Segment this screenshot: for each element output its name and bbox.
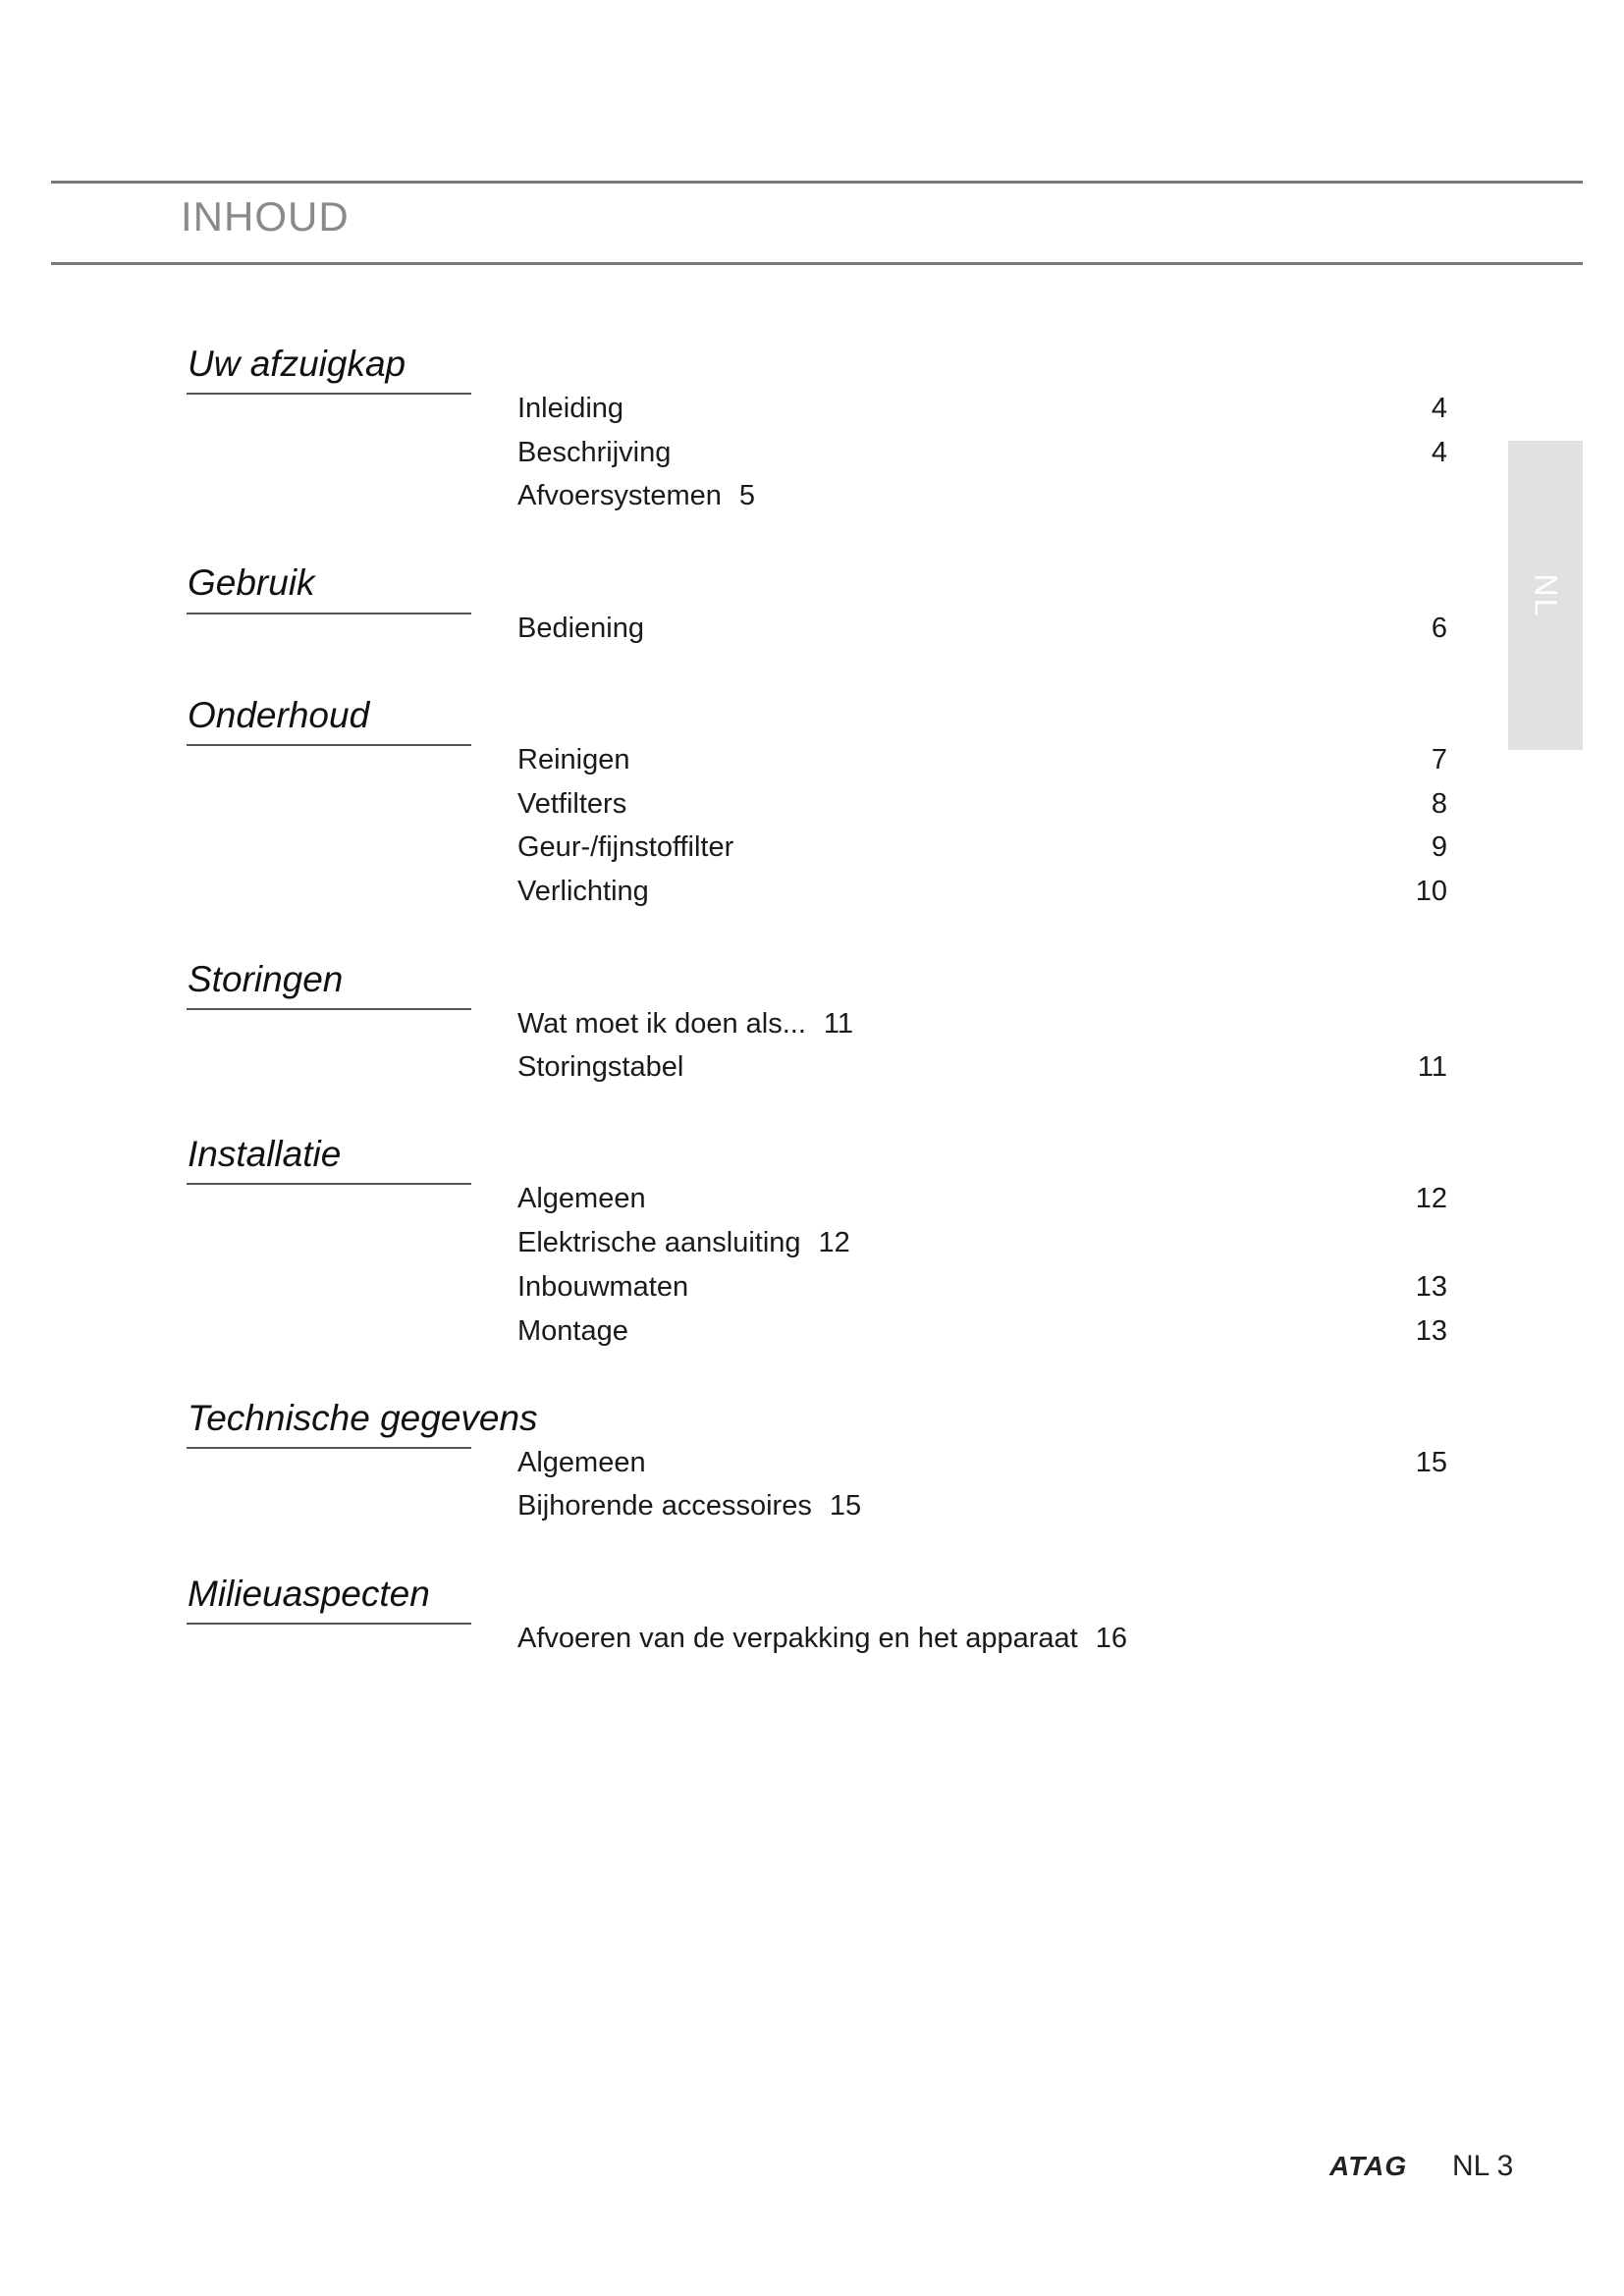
toc-entry-bediening[interactable]: Bediening: [517, 613, 644, 644]
section-title-gebruik: Gebruik: [188, 562, 315, 603]
toc-entry-afvoersystemen[interactable]: Afvoersystemen 5: [517, 480, 756, 511]
toc-page-number: 7: [1431, 744, 1447, 775]
section-title-milieuaspecten: Milieuaspecten: [188, 1574, 430, 1614]
toc-page-number: 11: [1417, 1051, 1447, 1083]
section-title-installatie: Installatie: [188, 1134, 342, 1174]
toc-page-number: 12: [1415, 1183, 1447, 1214]
section-underline: [187, 1623, 471, 1625]
toc-entry-beschrijving[interactable]: Beschrijving: [517, 437, 672, 468]
toc-entry-verlichting[interactable]: Verlichting: [517, 876, 649, 907]
toc-page-number: 4: [1431, 437, 1447, 468]
toc-inline-page-number: 12: [818, 1227, 850, 1258]
section-title-uw-afzuigkap: Uw afzuigkap: [188, 344, 406, 384]
toc-page-number: 13: [1415, 1271, 1447, 1303]
toc-entry-wat-moet-ik-doen-als[interactable]: Wat moet ik doen als... 11: [517, 1008, 853, 1040]
section-underline: [187, 393, 471, 395]
toc-page-number: 10: [1415, 876, 1447, 907]
footer-page-number: NL 3: [1452, 2150, 1514, 2182]
toc-entry-bijhorende-accessoires[interactable]: Bijhorende accessoires 15: [517, 1490, 862, 1522]
toc-entry-afvoeren-verpakking[interactable]: Afvoeren van de verpakking en het apparaat 16: [517, 1623, 1127, 1654]
section-underline: [187, 613, 471, 614]
toc-entry-algemeen[interactable]: Algemeen: [517, 1183, 646, 1214]
section-title-technische-gegevens: Technische gegevens: [188, 1398, 538, 1438]
section-underline: [187, 1183, 471, 1185]
toc-page-number: 13: [1415, 1315, 1447, 1347]
toc-page-number: 9: [1431, 831, 1447, 863]
section-underline: [187, 1447, 471, 1449]
toc-inline-page-number: 16: [1095, 1623, 1127, 1654]
language-tab-label: NL: [1528, 573, 1564, 617]
toc-entry-inbouwmaten[interactable]: Inbouwmaten: [517, 1271, 689, 1303]
toc-entry-algemeen-technisch[interactable]: Algemeen: [517, 1447, 646, 1478]
toc-page-number: 15: [1415, 1447, 1447, 1478]
section-underline: [187, 1008, 471, 1010]
toc-inline-page-number: 5: [738, 480, 756, 511]
toc-page-number: 6: [1431, 613, 1447, 644]
section-underline: [187, 744, 471, 746]
atag-logo: ATAG: [1329, 2151, 1408, 2181]
section-title-onderhoud: Onderhoud: [188, 695, 370, 735]
toc-page-number: 8: [1431, 788, 1447, 820]
page-title: INHOUD: [181, 193, 350, 240]
toc-entry-montage[interactable]: Montage: [517, 1315, 628, 1347]
toc-inline-page-number: 11: [823, 1008, 853, 1040]
toc-entry-vetfilters[interactable]: Vetfilters: [517, 788, 627, 820]
toc-entry-geur-fijnstoffilter[interactable]: Geur-/fijnstoffilter: [517, 831, 734, 863]
toc-entry-reinigen[interactable]: Reinigen: [517, 744, 630, 775]
toc-entry-inleiding[interactable]: Inleiding: [517, 393, 624, 424]
toc-entry-elektrische-aansluiting[interactable]: Elektrische aansluiting 12: [517, 1227, 850, 1258]
toc-page-number: 4: [1431, 393, 1447, 424]
toc-entry-storingstabel[interactable]: Storingstabel: [517, 1051, 684, 1083]
section-title-storingen: Storingen: [188, 959, 344, 999]
toc-inline-page-number: 15: [829, 1490, 862, 1522]
